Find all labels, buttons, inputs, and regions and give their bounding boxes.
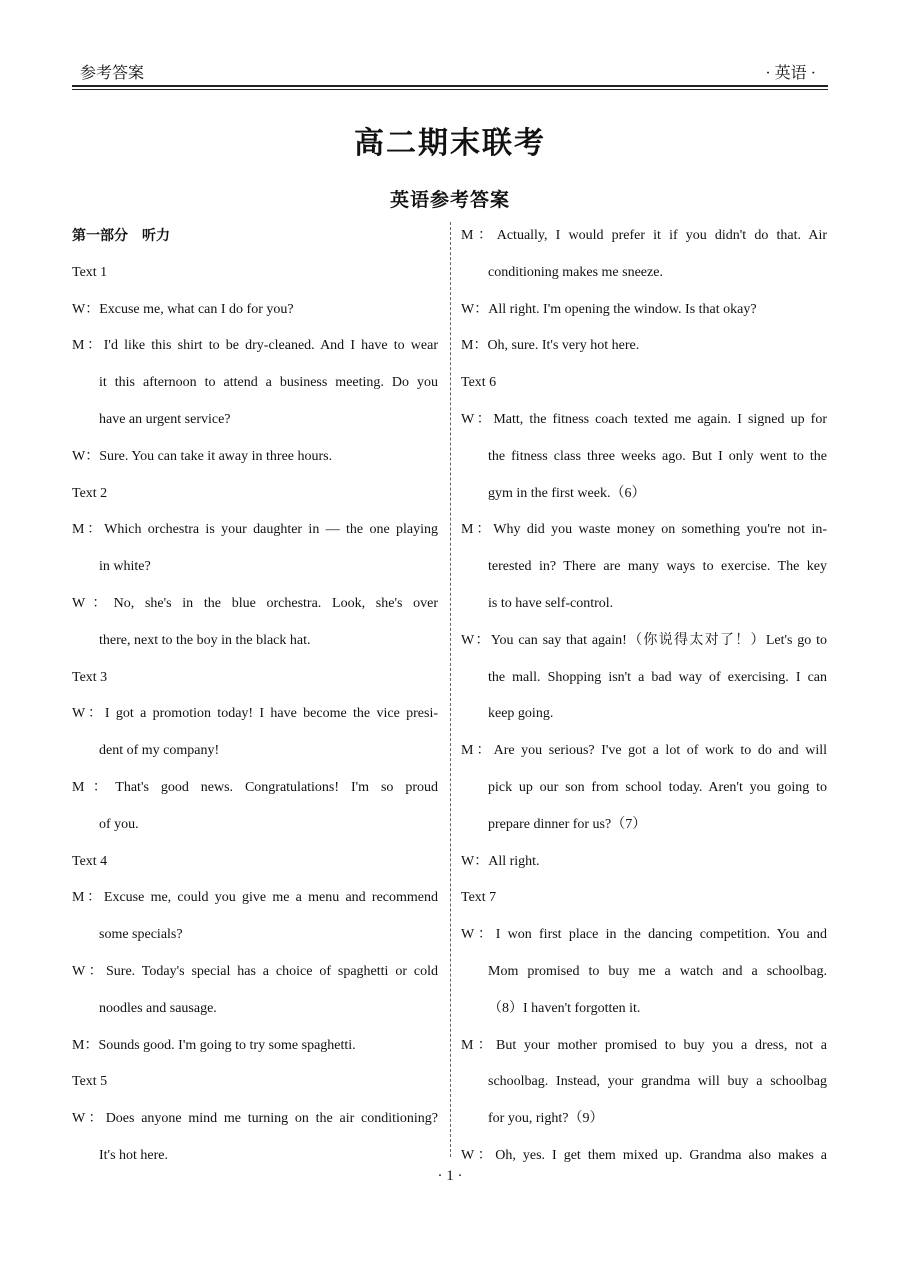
text-line: Text 6 (461, 375, 497, 391)
text-line: W：Sure. You can take it away in three hours. (72, 448, 333, 464)
text-line: W：Sure. Today's special has a choice of spaghetti or cold (72, 963, 438, 979)
text-line: have an urgent service? (99, 411, 231, 427)
text-line: of you. (99, 816, 139, 832)
text-line: W：All right. (461, 853, 540, 869)
text-line: W：Does anyone mind me turning on the air conditioning? (72, 1111, 438, 1127)
text-line: M：But your mother promised to buy you a dress, not a (461, 1037, 827, 1053)
text-line: there, next to the boy in the black hat. (99, 632, 311, 648)
text-line: M：Excuse me, could you give me a menu and recommend (72, 890, 438, 906)
text-line: M：Why did you waste money on something you're not in- (461, 522, 827, 538)
text-line: conditioning makes me sneeze. (488, 264, 663, 280)
text-line: noodles and sausage. (99, 1000, 217, 1016)
text-line: schoolbag. Instead, your grandma will buy a schoolbag (488, 1074, 827, 1090)
header-subject-label: · 英语 · (765, 65, 816, 82)
text-line: W：No, she's in the blue orchestra. Look, she's over (72, 595, 438, 611)
header-left-label: 参考答案 (80, 65, 145, 82)
text-line: dent of my company! (99, 743, 220, 759)
text-line: M：Oh, sure. It's very hot here. (461, 338, 640, 354)
text-line: M：Which orchestra is your daughter in — the one playing (72, 522, 438, 538)
page-header (72, 58, 828, 86)
page-number: · 1 · (437, 1168, 463, 1184)
text-line: is to have self-control. (488, 595, 614, 611)
document-subtitle: 英语参考答案 (389, 190, 510, 211)
text-line: M：Are you serious? I've got a lot of work to do and will (461, 743, 827, 759)
text-line: M：I'd like this shirt to be dry-cleaned. And I have to wear (72, 338, 438, 354)
text-line: （8）I haven't forgotten it. (488, 1000, 641, 1016)
text-line: M：Actually, I would prefer it if you didn't do that. Air (461, 228, 827, 243)
text-line: in white? (99, 559, 151, 575)
text-line: W：Oh, yes. I get them mixed up. Grandma also makes a (461, 1147, 827, 1163)
text-line: the fitness class three weeks ago. But I only went to the (488, 448, 827, 464)
text-line: M：That's good news. Congratulations! I'm so proud (72, 779, 438, 795)
text-line: it this afternoon to attend a business meeting. Do you (99, 375, 438, 391)
text-line: terested in? There are many ways to exercise. The key (488, 559, 827, 575)
text-line: 第一部分 听力 (72, 228, 170, 244)
text-line: Text 1 (72, 264, 108, 280)
text-line: Text 4 (72, 853, 108, 869)
text-line: W：I got a promotion today! I have become the vice presi- (72, 706, 438, 722)
text-line: It's hot here. (99, 1147, 169, 1163)
text-line: Mom promised to buy me a watch and a schoolbag. (488, 963, 827, 979)
right-column (461, 218, 827, 1175)
text-line: W：Excuse me, what can I do for you? (72, 301, 294, 317)
text-line: Text 3 (72, 669, 108, 685)
text-line: Text 5 (72, 1074, 108, 1090)
text-line: some specials? (99, 927, 183, 943)
header-rule-thick (72, 85, 828, 87)
text-line: W：You can say that again!（你说得太对了！）Let's go to (461, 632, 827, 648)
text-line: W：All right. I'm opening the window. Is that okay? (461, 301, 757, 317)
text-line: Text 2 (72, 485, 108, 501)
text-line: the mall. Shopping isn't a bad way of exercising. I can (488, 669, 827, 685)
text-line: prepare dinner for us?（7） (488, 816, 647, 832)
text-line: W：I won first place in the dancing competition. You and (461, 927, 827, 943)
text-line: Text 7 (461, 890, 497, 906)
text-line: keep going. (488, 706, 554, 722)
header-rule-thin (72, 89, 828, 90)
left-column (72, 218, 438, 1175)
text-line: W：Matt, the fitness coach texted me again. I signed up for (461, 411, 827, 427)
document-title: 高二期末联考 (354, 127, 546, 160)
text-line: pick up our son from school today. Aren't you going to (488, 779, 827, 795)
column-divider (450, 222, 451, 1157)
text-line: M：Sounds good. I'm going to try some spaghetti. (72, 1037, 356, 1053)
text-line: gym in the first week.（6） (488, 485, 646, 501)
text-line: for you, right?（9） (488, 1111, 604, 1127)
